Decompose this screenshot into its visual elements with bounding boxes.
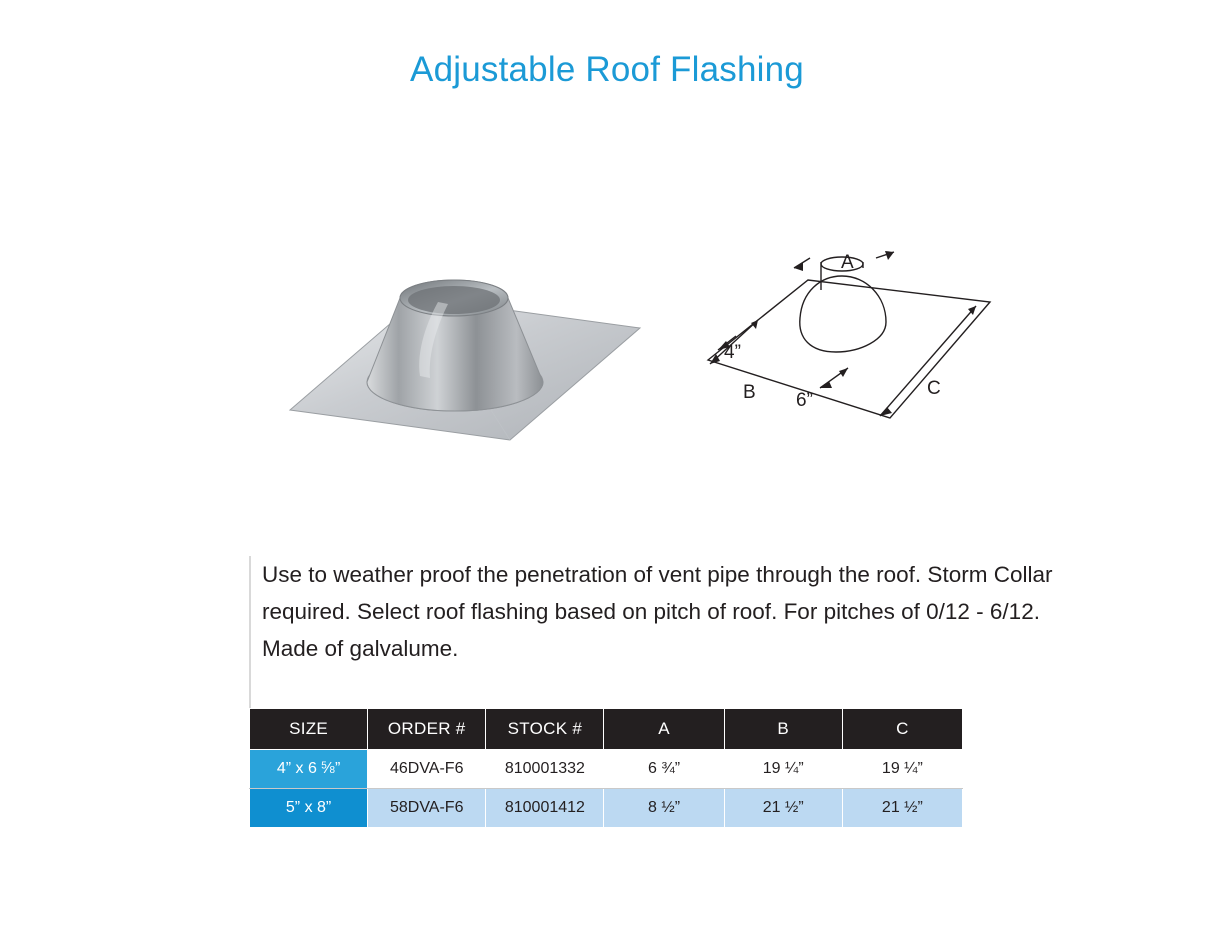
- cell-a: 6 ¾”: [604, 750, 724, 789]
- cell-b: 19 ¼”: [724, 750, 842, 789]
- cell-size-text: 4” x 6: [276, 760, 322, 777]
- description-text: Use to weather proof the penetration of vent pipe through the roof. Storm Collar required. Select roof flashing based on pitch of roof. For pitches of 0/12 - 6/12. Made of galvalume.: [262, 562, 1053, 661]
- cell-order: 46DVA-F6: [368, 750, 486, 789]
- cell-size-fraction-denominator: 8: [329, 765, 335, 776]
- column-header-b: B: [724, 709, 842, 750]
- diagram-label-a: A: [841, 252, 854, 273]
- adjustable-roof-flashing-photo: [270, 250, 660, 465]
- column-header-stock: STOCK #: [486, 709, 604, 750]
- table-header-row: [250, 709, 963, 750]
- cell-size: 5” x 8”: [250, 789, 368, 828]
- cell-c: 21 ½”: [842, 789, 962, 828]
- cell-stock: 810001332: [486, 750, 604, 789]
- specification-table: [249, 708, 963, 828]
- cell-order: 58DVA-F6: [368, 789, 486, 828]
- diagram-label-6in: 6”: [796, 390, 813, 411]
- column-header-size: SIZE: [250, 709, 368, 750]
- description-block: [249, 556, 1079, 667]
- diagram-label-c: C: [927, 378, 941, 399]
- column-header-order: ORDER #: [368, 709, 486, 750]
- column-header-c: C: [842, 709, 962, 750]
- flashing-photo-svg: [270, 250, 660, 465]
- cell-size-suffix: ”: [335, 760, 341, 777]
- cell-a: 8 ½”: [604, 789, 724, 828]
- roof-flashing-dimension-diagram: [690, 240, 1020, 450]
- page-title: Adjustable Roof Flashing: [410, 50, 804, 89]
- column-header-a: A: [604, 709, 724, 750]
- diagram-label-4in: 4”: [724, 342, 741, 363]
- fraction-slash: ⁄: [326, 760, 330, 777]
- cell-size-fraction-numerator: 5: [321, 760, 327, 772]
- diagram-label-b: B: [743, 382, 756, 403]
- cell-size: [250, 750, 368, 789]
- table-row: [250, 789, 963, 828]
- cell-stock: 810001412: [486, 789, 604, 828]
- cell-b: 21 ½”: [724, 789, 842, 828]
- table-row: [250, 750, 963, 789]
- cell-c: 19 ¼”: [842, 750, 962, 789]
